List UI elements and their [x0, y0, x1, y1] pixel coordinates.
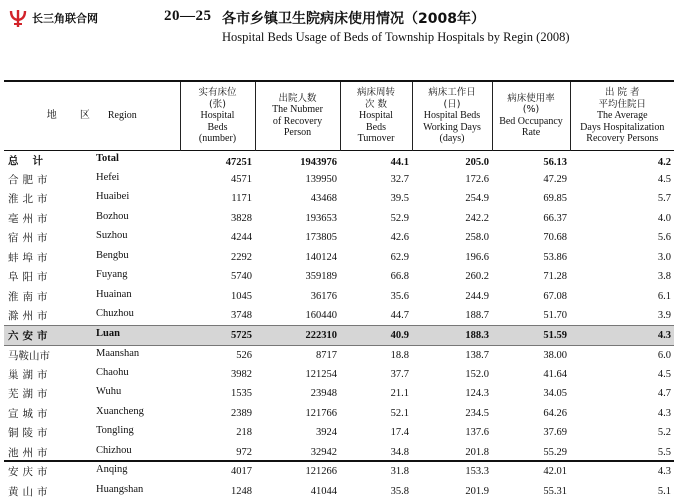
region-cell [4, 287, 180, 307]
turnover-cell: 44.1 [340, 150, 412, 170]
turnover-cell: 21.1 [340, 384, 412, 404]
table-row [4, 462, 674, 482]
work-days-cell: 124.3 [412, 384, 492, 404]
recovered-cell: 140124 [255, 248, 340, 268]
avg-days-cell: 4.0 [570, 209, 674, 229]
table-row [4, 345, 674, 365]
region-cell [4, 384, 180, 404]
region-cn: 宿州市 [4, 230, 96, 245]
avg-days-cell: 3.8 [570, 267, 674, 287]
header-cn-text: 病床周转 次 数 [342, 87, 411, 110]
region-en: Bengbu [96, 250, 129, 265]
beds-cell: 5740 [180, 267, 255, 287]
work-days-cell: 205.0 [412, 150, 492, 170]
header-en-text: The Nubmer of Recovery Person [272, 104, 323, 138]
region-cn: 黄山市 [4, 484, 96, 499]
beds-cell: 3748 [180, 306, 255, 326]
region-en: Anqing [96, 464, 128, 479]
region-cell [4, 306, 180, 326]
beds-cell: 218 [180, 423, 255, 443]
region-cell [4, 248, 180, 268]
header-turnover [340, 82, 412, 150]
turnover-cell: 42.6 [340, 228, 412, 248]
recovered-cell: 173805 [255, 228, 340, 248]
header-en-text: The Average Days Hospitalization Recovery Persons [580, 110, 664, 144]
header-en-text: Bed Occupancy Rate [499, 116, 563, 139]
region-en: Suzhou [96, 230, 128, 245]
recovered-cell: 222310 [255, 326, 340, 346]
bottom-rule [4, 460, 674, 462]
occupancy-cell: 66.37 [492, 209, 570, 229]
avg-days-cell: 4.3 [570, 404, 674, 424]
beds-cell: 3982 [180, 365, 255, 385]
avg-days-cell: 6.1 [570, 287, 674, 307]
header-occupancy [492, 82, 570, 150]
avg-days-cell: 4.2 [570, 150, 674, 170]
avg-days-cell: 4.3 [570, 326, 674, 346]
turnover-cell: 18.8 [340, 345, 412, 365]
occupancy-cell: 55.31 [492, 482, 570, 501]
avg-days-cell: 5.1 [570, 482, 674, 501]
turnover-cell: 35.8 [340, 482, 412, 501]
occupancy-cell: 51.70 [492, 306, 570, 326]
table-number: 20—25 [164, 8, 212, 25]
region-cell [4, 150, 180, 170]
work-days-cell: 201.9 [412, 482, 492, 501]
recovered-cell: 359189 [255, 267, 340, 287]
header-en-text: Hospital Beds Working Days (days) [423, 110, 481, 144]
avg-days-cell: 4.3 [570, 462, 674, 482]
work-days-cell: 137.6 [412, 423, 492, 443]
recovered-cell: 43468 [255, 189, 340, 209]
table-row [4, 209, 674, 229]
region-en: Huangshan [96, 484, 143, 499]
avg-days-cell: 5.7 [570, 189, 674, 209]
table-row [4, 189, 674, 209]
avg-days-cell: 5.2 [570, 423, 674, 443]
region-cn: 总计 [4, 153, 96, 168]
hospital-beds-table [4, 82, 674, 501]
region-cell [4, 228, 180, 248]
table-row [4, 267, 674, 287]
region-cell [4, 189, 180, 209]
table-header-row [4, 82, 674, 150]
recovered-cell: 23948 [255, 384, 340, 404]
work-days-cell: 234.5 [412, 404, 492, 424]
region-en: Chuzhou [96, 308, 134, 323]
header-cn-text: 实有床位 (张) [182, 87, 254, 110]
region-en: Fuyang [96, 269, 128, 284]
recovered-cell: 121766 [255, 404, 340, 424]
region-cn: 宣城市 [4, 406, 96, 421]
site-logo[interactable] [8, 8, 98, 28]
table-row [4, 287, 674, 307]
work-days-cell: 254.9 [412, 189, 492, 209]
beds-cell: 1535 [180, 384, 255, 404]
turnover-cell: 39.5 [340, 189, 412, 209]
region-en: Chaohu [96, 367, 129, 382]
occupancy-cell: 47.29 [492, 170, 570, 190]
trident-logo-icon [8, 8, 28, 28]
header-cn-text: 病床工作日 (日) [414, 87, 491, 110]
region-en: Chizhou [96, 445, 132, 460]
table-row [4, 423, 674, 443]
region-cn: 铜陵市 [4, 425, 96, 440]
beds-cell: 972 [180, 443, 255, 463]
occupancy-cell: 51.59 [492, 326, 570, 346]
recovered-cell: 36176 [255, 287, 340, 307]
turnover-cell: 34.8 [340, 443, 412, 463]
table-row [4, 326, 674, 346]
work-days-cell: 260.2 [412, 267, 492, 287]
work-days-cell: 244.9 [412, 287, 492, 307]
table-row [4, 248, 674, 268]
region-en: Wuhu [96, 386, 121, 401]
recovered-cell: 139950 [255, 170, 340, 190]
beds-cell: 2389 [180, 404, 255, 424]
avg-days-cell: 3.9 [570, 306, 674, 326]
table-row [4, 404, 674, 424]
header-recovered [255, 82, 340, 150]
beds-cell: 4571 [180, 170, 255, 190]
region-cell [4, 170, 180, 190]
occupancy-cell: 41.64 [492, 365, 570, 385]
recovered-cell: 8717 [255, 345, 340, 365]
region-cell [4, 423, 180, 443]
table-row [4, 170, 674, 190]
recovered-cell: 3924 [255, 423, 340, 443]
work-days-cell: 153.3 [412, 462, 492, 482]
region-en: Maanshan [96, 348, 139, 363]
region-cell [4, 345, 180, 365]
header-beds [180, 82, 255, 150]
region-cn: 马鞍山市 [4, 348, 96, 363]
turnover-cell: 62.9 [340, 248, 412, 268]
table-row [4, 365, 674, 385]
region-cn: 阜阳市 [4, 269, 96, 284]
recovered-cell: 160440 [255, 306, 340, 326]
table-row [4, 384, 674, 404]
turnover-cell: 32.7 [340, 170, 412, 190]
work-days-cell: 152.0 [412, 365, 492, 385]
region-en: Hefei [96, 172, 119, 187]
beds-cell: 2292 [180, 248, 255, 268]
work-days-cell: 242.2 [412, 209, 492, 229]
turnover-cell: 40.9 [340, 326, 412, 346]
beds-cell: 526 [180, 345, 255, 365]
avg-days-cell: 6.0 [570, 345, 674, 365]
beds-cell: 4017 [180, 462, 255, 482]
region-en: Huainan [96, 289, 132, 304]
work-days-cell: 201.8 [412, 443, 492, 463]
region-cell [4, 404, 180, 424]
page-title-cn: 各市乡镇卫生院病床使用情况（2008年） [222, 8, 485, 28]
region-cn: 合肥市 [4, 172, 96, 187]
region-cn: 池州市 [4, 445, 96, 460]
region-cn: 巢湖市 [4, 367, 96, 382]
recovered-cell: 32942 [255, 443, 340, 463]
beds-cell: 5725 [180, 326, 255, 346]
occupancy-cell: 69.85 [492, 189, 570, 209]
work-days-cell: 138.7 [412, 345, 492, 365]
header-avg-days [570, 82, 674, 150]
table-body [4, 150, 674, 501]
table-row [4, 228, 674, 248]
occupancy-cell: 70.68 [492, 228, 570, 248]
region-cn: 蚌埠市 [4, 250, 96, 265]
region-cell [4, 462, 180, 482]
work-days-cell: 188.3 [412, 326, 492, 346]
header-en-text: Hospital Beds (number) [199, 110, 236, 144]
region-cell [4, 209, 180, 229]
occupancy-cell: 71.28 [492, 267, 570, 287]
turnover-cell: 44.7 [340, 306, 412, 326]
avg-days-cell: 5.6 [570, 228, 674, 248]
region-cell [4, 365, 180, 385]
region-cell [4, 326, 180, 346]
total-row [4, 150, 674, 170]
region-cn: 滁州市 [4, 308, 96, 323]
occupancy-cell: 53.86 [492, 248, 570, 268]
avg-days-cell: 5.5 [570, 443, 674, 463]
avg-days-cell: 4.7 [570, 384, 674, 404]
occupancy-cell: 37.69 [492, 423, 570, 443]
table-row [4, 482, 674, 501]
occupancy-cell: 55.29 [492, 443, 570, 463]
region-en: Bozhou [96, 211, 129, 226]
avg-days-cell: 4.5 [570, 365, 674, 385]
avg-days-cell: 4.5 [570, 170, 674, 190]
beds-cell: 3828 [180, 209, 255, 229]
turnover-cell: 17.4 [340, 423, 412, 443]
beds-cell: 1045 [180, 287, 255, 307]
region-cell [4, 267, 180, 287]
turnover-cell: 52.9 [340, 209, 412, 229]
table-row [4, 306, 674, 326]
recovered-cell: 41044 [255, 482, 340, 501]
work-days-cell: 188.7 [412, 306, 492, 326]
header-region-en: Region [108, 110, 137, 121]
region-cn: 芜湖市 [4, 386, 96, 401]
work-days-cell: 258.0 [412, 228, 492, 248]
turnover-cell: 52.1 [340, 404, 412, 424]
region-cell [4, 482, 180, 501]
region-en: Xuancheng [96, 406, 144, 421]
page-title-en: Hospital Beds Usage of Beds of Township Hospitals by Regin (2008) [222, 30, 569, 45]
region-en: Huaibei [96, 191, 129, 206]
beds-cell: 47251 [180, 150, 255, 170]
turnover-cell: 66.8 [340, 267, 412, 287]
turnover-cell: 37.7 [340, 365, 412, 385]
region-cn: 淮南市 [4, 289, 96, 304]
work-days-cell: 196.6 [412, 248, 492, 268]
work-days-cell: 172.6 [412, 170, 492, 190]
beds-cell: 4244 [180, 228, 255, 248]
turnover-cell: 35.6 [340, 287, 412, 307]
region-cn: 亳州市 [4, 211, 96, 226]
region-cn: 安庆市 [4, 464, 96, 479]
header-region [4, 82, 180, 150]
beds-cell: 1248 [180, 482, 255, 501]
occupancy-cell: 64.26 [492, 404, 570, 424]
region-cn: 淮北市 [4, 191, 96, 206]
recovered-cell: 121266 [255, 462, 340, 482]
header-en-text: Hospital Beds Turnover [358, 110, 395, 144]
occupancy-cell: 56.13 [492, 150, 570, 170]
recovered-cell: 193653 [255, 209, 340, 229]
occupancy-cell: 38.00 [492, 345, 570, 365]
avg-days-cell: 3.0 [570, 248, 674, 268]
recovered-cell: 121254 [255, 365, 340, 385]
header-region-cn: 地 区 [47, 110, 100, 121]
region-en: Luan [96, 328, 120, 343]
region-en: Tongling [96, 425, 134, 440]
header-cn-text: 出 院 者 平均住院日 [572, 87, 674, 110]
recovered-cell: 1943976 [255, 150, 340, 170]
occupancy-cell: 42.01 [492, 462, 570, 482]
region-en: Total [96, 153, 119, 168]
occupancy-cell: 34.05 [492, 384, 570, 404]
region-cn: 六安市 [4, 328, 96, 343]
beds-cell: 1171 [180, 189, 255, 209]
header-work-days [412, 82, 492, 150]
header-cn-text: 出院人数 [257, 93, 339, 105]
header-cn-text: 病床使用率 (%) [494, 93, 569, 116]
turnover-cell: 31.8 [340, 462, 412, 482]
occupancy-cell: 67.08 [492, 287, 570, 307]
brand-name: 长三角联合网 [32, 10, 98, 26]
